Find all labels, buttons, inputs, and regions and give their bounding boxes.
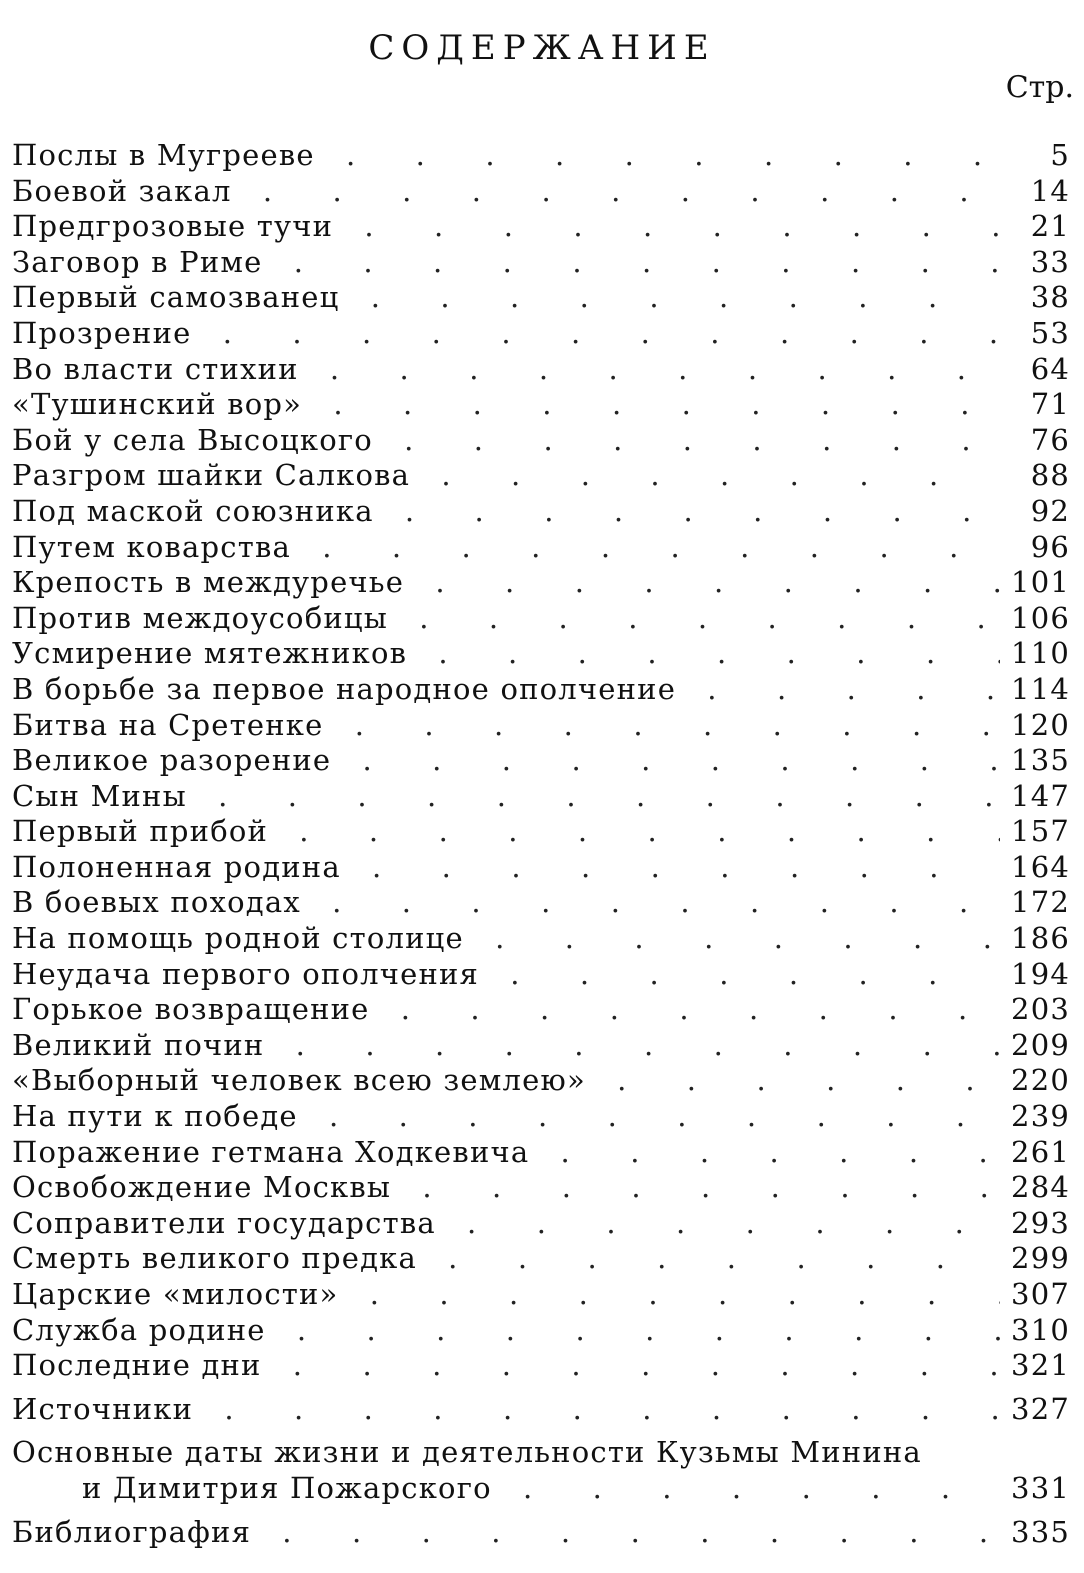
toc-entry-page: 33 xyxy=(1030,244,1070,279)
toc-entry-title: Заговор в Риме xyxy=(12,244,263,279)
leader-dots xyxy=(309,885,1000,919)
leader-dots xyxy=(537,1135,1000,1169)
toc-entry-title: Бой у села Высоцкого xyxy=(12,422,373,457)
toc-entry-title: Послы в Мугрееве xyxy=(12,138,315,172)
toc-entry-title: Горькое возвращение xyxy=(12,992,370,1027)
toc-entry xyxy=(12,636,1070,672)
leader-dots xyxy=(201,1392,1000,1426)
toc-entry-page: 76 xyxy=(1030,422,1070,457)
toc-entry xyxy=(12,1028,1070,1064)
leader-dots xyxy=(594,1063,1000,1097)
leader-dots xyxy=(425,1241,1000,1275)
toc-entry xyxy=(12,850,1070,886)
toc-entry-page: 299 xyxy=(1011,1241,1070,1276)
toc-entry-title: Первый самозванец xyxy=(12,280,340,315)
toc-entry-page: 164 xyxy=(1011,849,1070,884)
leader-dots xyxy=(444,1206,1000,1240)
toc-entry xyxy=(12,138,1070,174)
toc-entry-page: 194 xyxy=(1011,956,1070,991)
toc-entry-page: 261 xyxy=(1011,1134,1070,1169)
leader-dots xyxy=(487,957,1000,991)
toc-entry-page: 5 xyxy=(1050,138,1070,172)
toc-entry xyxy=(12,352,1070,388)
page-title: СОДЕРЖАНИЕ xyxy=(368,28,716,68)
toc-entry-title: В борьбе за первое народное ополчение xyxy=(12,671,677,706)
toc-entry-title: Боевой закал xyxy=(12,173,232,208)
toc-entry-title: Служба родине xyxy=(12,1312,266,1347)
toc-entry-page: 327 xyxy=(1011,1391,1070,1426)
toc-entry-title: Освобождение Москвы xyxy=(12,1170,392,1205)
toc-entry xyxy=(12,1099,1070,1135)
toc-entries xyxy=(12,138,1070,1384)
toc-entry xyxy=(12,316,1070,352)
toc-entry xyxy=(12,601,1070,637)
toc-entry-title: Крепость в междуречье xyxy=(12,565,405,600)
toc-entry-page: 307 xyxy=(1011,1277,1070,1311)
toc-entry-dates xyxy=(12,1435,1070,1506)
toc-entry xyxy=(12,1241,1070,1277)
toc-entry-page: 114 xyxy=(1011,671,1070,706)
toc-entry-title: Первый прибой xyxy=(12,814,269,849)
toc-entry xyxy=(12,209,1070,245)
toc-entry-title: Против междоусобицы xyxy=(12,600,389,635)
toc-entry xyxy=(12,921,1070,957)
toc-entry-page: 220 xyxy=(1011,1063,1070,1098)
leader-dots xyxy=(274,1313,1000,1347)
toc-entry xyxy=(12,1277,1070,1313)
toc-entry-title: Смерть великого предка xyxy=(12,1241,417,1276)
toc-entry xyxy=(12,280,1070,316)
table-of-contents xyxy=(12,138,1070,1550)
toc-entry-page: 310 xyxy=(1011,1312,1070,1347)
toc-entry xyxy=(12,565,1070,601)
toc-entry-page: 321 xyxy=(1011,1348,1070,1383)
toc-entry-page: 53 xyxy=(1030,315,1070,350)
leader-dots xyxy=(310,387,1000,421)
leader-dots xyxy=(500,1471,1000,1505)
leader-dots xyxy=(378,992,1000,1026)
toc-entry xyxy=(12,1313,1070,1349)
toc-entry-page: 120 xyxy=(1011,707,1070,742)
toc-entry-page: 101 xyxy=(1011,565,1070,600)
toc-entry-page: 110 xyxy=(1011,636,1070,671)
toc-entry-page: 92 xyxy=(1030,493,1070,528)
leader-dots xyxy=(299,530,1000,564)
toc-entry xyxy=(12,494,1070,530)
leader-dots xyxy=(415,636,1000,670)
toc-entry xyxy=(12,743,1070,779)
leader-dots xyxy=(240,174,1000,208)
toc-entry xyxy=(12,957,1070,993)
toc-entry-page: 106 xyxy=(1011,600,1070,635)
toc-entry-title: Поражение гетмана Ходкевича xyxy=(12,1134,530,1169)
leader-dots xyxy=(349,850,1000,884)
leader-dots xyxy=(199,316,1000,350)
toc-entry-title: На помощь родной столице xyxy=(12,921,464,956)
leader-dots xyxy=(348,280,1001,314)
toc-entry-sources xyxy=(12,1392,1070,1428)
toc-entry-title-continued: и Димитрия Пожарского xyxy=(82,1470,492,1505)
toc-entry-page: 331 xyxy=(1011,1470,1070,1505)
toc-entry-title: Во власти стихии xyxy=(12,351,299,386)
toc-entry-page: 172 xyxy=(1011,885,1070,920)
leader-dots xyxy=(412,565,1000,599)
toc-entry xyxy=(12,672,1070,708)
toc-entry-page: 147 xyxy=(1011,778,1070,813)
toc-entry xyxy=(12,1135,1070,1171)
toc-entry xyxy=(12,1170,1070,1206)
leader-dots xyxy=(259,1515,1000,1549)
leader-dots xyxy=(276,814,1000,848)
leader-dots xyxy=(332,708,1001,742)
toc-entry xyxy=(12,174,1070,210)
toc-entry-page: 203 xyxy=(1011,992,1070,1027)
leader-dots xyxy=(396,601,1000,635)
toc-entry-title: Сын Мины xyxy=(12,778,187,813)
toc-entry-title: Соправители государства xyxy=(12,1205,436,1240)
toc-entry-title: Библиография xyxy=(12,1514,252,1549)
leader-dots xyxy=(347,1277,1001,1311)
leader-dots xyxy=(472,921,1000,955)
toc-entry-page: 135 xyxy=(1011,743,1070,778)
toc-entry xyxy=(12,458,1070,494)
toc-entry-title: В боевых походах xyxy=(12,885,301,920)
toc-entry-title: «Выборный человек всею землею» xyxy=(12,1063,586,1098)
toc-entry xyxy=(12,885,1070,921)
toc-entry-title: Битва на Сретенке xyxy=(12,707,324,742)
toc-entry xyxy=(12,1063,1070,1099)
toc-entry-title: «Тушинский вор» xyxy=(12,387,303,422)
leader-dots xyxy=(399,1170,1000,1204)
toc-entry xyxy=(12,814,1070,850)
toc-entry-page: 38 xyxy=(1030,280,1070,315)
leader-dots xyxy=(195,779,1000,813)
toc-entry-title: Последние дни xyxy=(12,1348,262,1383)
leader-dots xyxy=(272,1028,1000,1062)
toc-entry-title: Усмирение мятежников xyxy=(12,636,408,671)
toc-entry-page: 64 xyxy=(1030,351,1070,386)
toc-entry-title: Разгром шайки Салкова xyxy=(12,458,411,493)
toc-entry-title: Путем коварства xyxy=(12,529,291,564)
toc-entry-title: Основные даты жизни и деятельности Кузьмы Минина xyxy=(12,1435,922,1470)
toc-entry-title: Источники xyxy=(12,1391,194,1426)
leader-dots xyxy=(307,352,1000,386)
toc-entry-title: Царские «милости» xyxy=(12,1277,339,1311)
toc-entry-page: 335 xyxy=(1011,1514,1070,1549)
page-column-header: Стр. xyxy=(1005,70,1074,105)
toc-entry-page: 186 xyxy=(1011,921,1070,956)
toc-entry xyxy=(12,1206,1070,1242)
leader-dots xyxy=(382,494,1000,528)
leader-dots xyxy=(306,1099,1000,1133)
toc-entry xyxy=(12,423,1070,459)
leader-dots xyxy=(381,423,1000,457)
toc-entry-page: 71 xyxy=(1030,387,1070,422)
leader-dots xyxy=(418,458,1000,492)
toc-entry-page: 96 xyxy=(1030,529,1070,564)
toc-entry-title: Неудача первого ополчения xyxy=(12,956,480,991)
leader-dots xyxy=(323,138,1000,172)
toc-entry-page: 239 xyxy=(1011,1099,1070,1134)
leader-dots xyxy=(271,245,1001,279)
toc-entry xyxy=(12,992,1070,1028)
toc-entry-title: Предгрозовые тучи xyxy=(12,209,334,244)
leader-dots xyxy=(341,209,1000,243)
toc-entry xyxy=(12,245,1070,281)
toc-entry-page: 284 xyxy=(1011,1170,1070,1205)
toc-entry-page: 293 xyxy=(1011,1205,1070,1240)
toc-entry-title: Великое разорение xyxy=(12,743,332,778)
toc-entry xyxy=(12,1348,1070,1384)
toc-entry xyxy=(12,708,1070,744)
toc-entry-title: Великий почин xyxy=(12,1027,265,1062)
toc-entry-page: 157 xyxy=(1011,814,1070,849)
toc-entry-page: 14 xyxy=(1030,173,1070,208)
toc-entry-bibliography xyxy=(12,1515,1070,1551)
leader-dots xyxy=(684,672,1000,706)
leader-dots xyxy=(339,743,1000,777)
toc-entry-page: 209 xyxy=(1011,1027,1070,1062)
toc-entry-title: Полоненная родина xyxy=(12,849,341,884)
toc-entry-title: Под маской союзника xyxy=(12,493,374,528)
leader-dots xyxy=(270,1348,1000,1382)
toc-entry-page: 88 xyxy=(1030,458,1070,493)
toc-entry-title: Прозрение xyxy=(12,315,192,350)
toc-entry-page: 21 xyxy=(1030,209,1070,244)
toc-entry xyxy=(12,779,1070,815)
toc-entry xyxy=(12,530,1070,566)
toc-entry-title: На пути к победе xyxy=(12,1099,298,1134)
toc-entry xyxy=(12,387,1070,423)
